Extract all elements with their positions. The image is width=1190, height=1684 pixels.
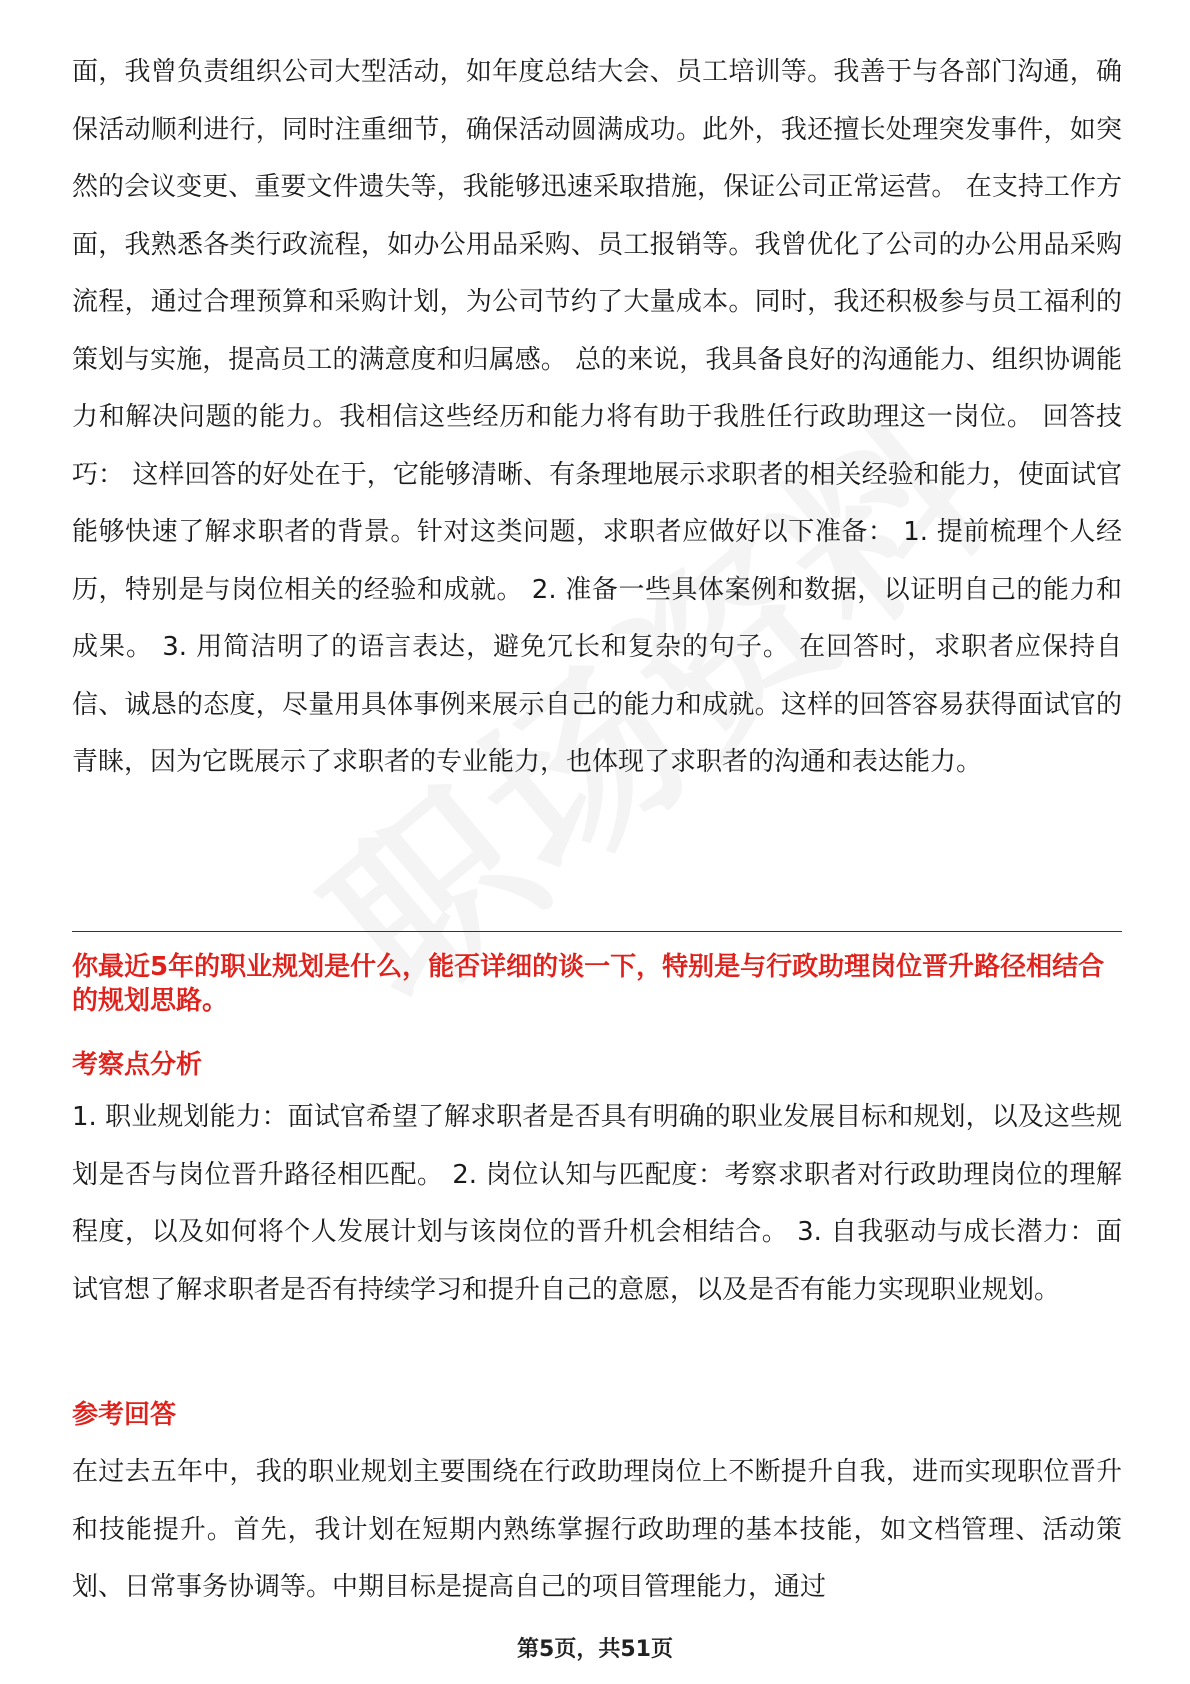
analysis-paragraph: 1. 职业规划能力：面试官希望了解求职者是否具有明确的职业发展目标和规划，以及这些规划是否与岗位晋升路径相匹配。 2. 岗位认知与匹配度：考察求职者对行政助理岗位的理解程度，以及如何将个人发展计划与该岗位的晋升机会相结合。 3. 自我驱动与成长潜力：面试官想了解求职者是否有持续学习和提升自己的意愿，以及是否有能力实现职业规划。 — [72, 1102, 1122, 1305]
answer-section — [72, 1444, 1122, 1617]
page-footer: 第5页，共51页 — [517, 1637, 673, 1662]
answer-paragraph: 在过去五年中，我的职业规划主要围绕在行政助理岗位上不断提升自我，进而实现职位晋升和技能提升。首先，我计划在短期内熟练掌握行政助理的基本技能，如文档管理、活动策划、日常事务协调等。中期目标是提高自己的项目管理能力，通过 — [72, 1457, 1122, 1602]
intro-section — [72, 44, 1122, 792]
question-heading: 你最近5年的职业规划是什么，能否详细的谈一下，特别是与行政助理岗位晋升路径相结合的规划思路。 — [72, 952, 1105, 1016]
intro-paragraph: 面，我曾负责组织公司大型活动，如年度总结大会、员工培训等。我善于与各部门沟通，确保活动顺利进行，同时注重细节，确保活动圆满成功。此外，我还擅长处理突发事件，如突然的会议变更、重要文件遗失等，我能够迅速采取措施，保证公司正常运营。 在支持工作方面，我熟悉各类行政流程，如办公用品采购、员工报销等。我曾优化了公司的办公用品采购流程，通过合理预算和采购计划，为公司节约了大量成本。同时，我还积极参与员工福利的策划与实施，提高员工的满意度和归属感。 总的来说，我具备良好的沟通能力、组织协调能力和解决问题的能力。我相信这些经历和能力将有助于我胜任行政助理这一岗位。 回答技巧： 这样回答的好处在于，它能够清晰、有条理地展示求职者的相关经验和能力，使面试官能够快速了解求职者的背景。针对这类问题，求职者应做好以下准备： 1. 提前梳理个人经历，特别是与岗位相关的经验和成就。 2. 准备一些具体案例和数据，以证明自己的能力和成果。 3. 用简洁明了的语言表达，避免冗长和复杂的句子。 在回答时，求职者应保持自信、诚恳的态度，尽量用具体事例来展示自己的能力和成就。这样的回答容易获得面试官的青睐，因为它既展示了求职者的专业能力，也体现了求职者的沟通和表达能力。 — [72, 57, 1122, 777]
section-divider — [72, 931, 1122, 932]
analysis-title: 考察点分析 — [72, 1050, 203, 1080]
answer-title: 参考回答 — [72, 1400, 177, 1430]
analysis-section — [72, 1089, 1122, 1319]
